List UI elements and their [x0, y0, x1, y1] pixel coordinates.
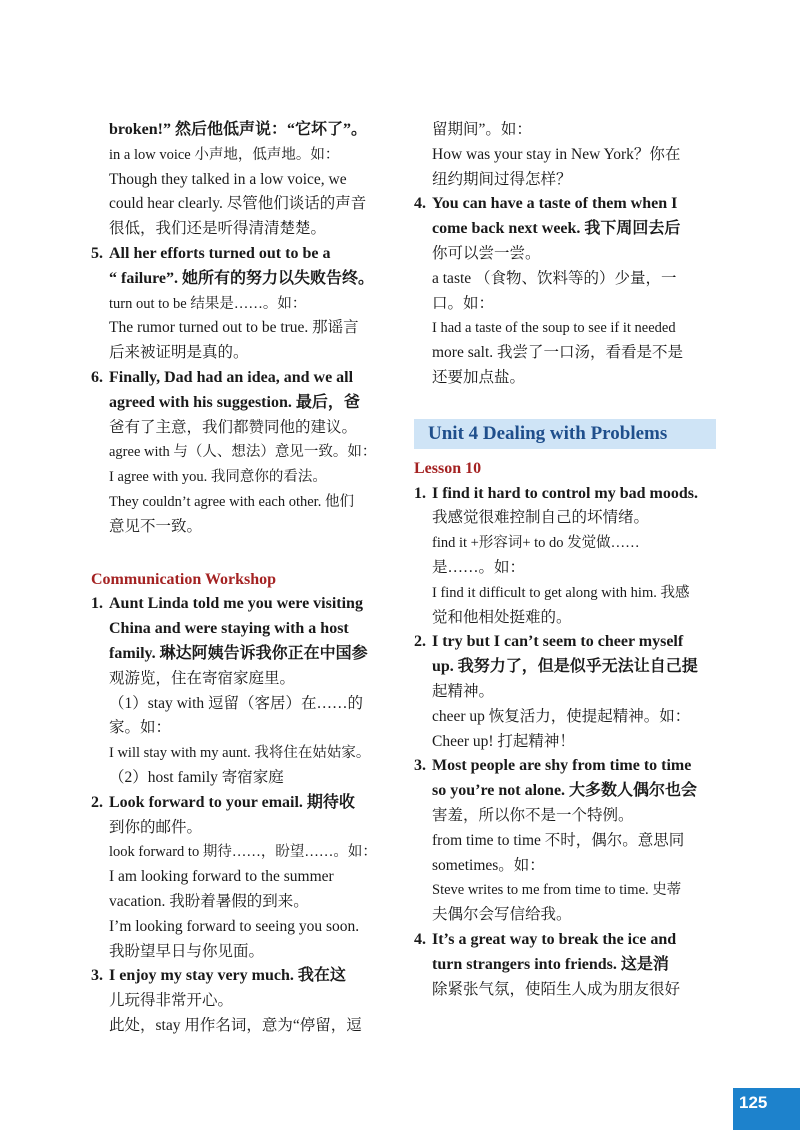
text-line: a taste （食物、饮料等的）少量，一 [432, 269, 677, 287]
note-item [91, 964, 401, 1038]
text-line: I find it difficult to get along with him. 我感 [432, 584, 690, 601]
item-number: 2. [414, 633, 426, 651]
item-number: 2. [91, 793, 103, 811]
text-line: （2）host family 寄宿家庭 [109, 768, 284, 786]
text-line: 爸有了主意，我们都赞同他的建议。 [109, 418, 358, 436]
left-continuation [109, 118, 401, 242]
text-line: 纽约期间过得怎样？ [432, 170, 572, 188]
item-number: 5. [91, 244, 103, 262]
right-items [414, 192, 722, 390]
text-line: I try but I can’t seem to cheer myself [432, 633, 684, 651]
note-item [414, 928, 722, 1002]
text-line: 除紧张气氛，使陌生人成为朋友很好 [432, 980, 681, 998]
lesson-heading: Lesson 10 [414, 459, 482, 477]
note-item [91, 791, 401, 965]
text-line: agree with 与（人、想法）意见一致。如： [109, 444, 377, 461]
text-line: Most people are shy from time to time [432, 757, 692, 775]
text-line: Aunt Linda told me you were visiting [109, 595, 363, 613]
item-number: 4. [414, 195, 426, 213]
text-line: turn strangers into friends. 这是消 [432, 955, 669, 973]
text-line: Finally, Dad had an idea, and we all [109, 368, 354, 386]
text-line: They couldn’t agree with each other. 他们 [109, 493, 354, 510]
note-item [414, 630, 722, 754]
text-line: 意见不一致。 [109, 517, 203, 535]
text-line: I will stay with my aunt. 我将住在姑姑家。 [109, 745, 371, 762]
text-line: It’s a great way to break the ice and [432, 930, 677, 948]
left-items-2 [91, 592, 401, 1038]
text-line: China and were staying with a host [109, 620, 349, 638]
item-number: 3. [91, 967, 103, 985]
text-line: （1）stay with 逗留（客居）在……的 [109, 694, 364, 712]
text-line: look forward to 期待……，盼望……。如： [109, 844, 377, 861]
text-line: 我盼望早日与你见面。 [109, 942, 265, 960]
text-line: sometimes。如： [432, 856, 545, 874]
text-line: 还要加点盐。 [432, 368, 526, 386]
text-line: 家。如： [109, 719, 172, 737]
text-line: in a low voice 小声地，低声地。如： [109, 146, 340, 163]
text-line: I had a taste of the soup to see if it needed [432, 320, 676, 337]
text-line: 到你的邮件。 [109, 818, 203, 836]
left-column [91, 118, 401, 1039]
item-body [432, 928, 722, 1002]
note-item [414, 482, 722, 631]
text-line: so you’re not alone. 大多数人偶尔也会 [432, 782, 698, 800]
text-line: family. 琳达阿姨告诉我你正在中国参 [109, 644, 368, 662]
text-line: Steve writes to me from time to time. 史蒂 [432, 882, 682, 899]
section-heading: Communication Workshop [91, 570, 277, 588]
text-line: could hear clearly. 尽管他们谈话的声音 [109, 195, 367, 213]
item-number: 4. [414, 930, 426, 948]
text-line: 口。如： [432, 294, 495, 312]
text-line: 夫偶尔会写信给我。 [432, 906, 572, 924]
text-line: from time to time 不时，偶尔。意思同 [432, 831, 685, 849]
text-line: 后来被证明是真的。 [109, 344, 249, 362]
item-body [432, 482, 722, 631]
text-line: 观游览，住在寄宿家庭里。 [109, 669, 296, 687]
text-line: broken!” 然后他低声说：“它坏了”。 [109, 121, 367, 138]
text-line: turn out to be 结果是……。如： [109, 295, 307, 312]
text-line: All her efforts turned out to be a [109, 244, 331, 262]
text-line: The rumor turned out to be true. 那谣言 [109, 319, 359, 337]
note-item [91, 242, 401, 366]
page-number: 125 [733, 1088, 800, 1130]
item-body [109, 964, 401, 1038]
text-line: You can have a taste of them when I [432, 195, 678, 213]
item-body [109, 592, 401, 790]
text-line: Look forward to your email. 期待收 [109, 793, 355, 811]
text-line: 很低，我们还是听得清清楚楚。 [109, 220, 327, 238]
left-items [91, 242, 401, 540]
right-continuation [432, 118, 722, 192]
text-line: “ failure”. 她所有的努力以失败告终。 [109, 269, 375, 287]
text-line: 此处，stay 用作名词，意为“停留，逗 [109, 1016, 362, 1034]
text-line: 觉和他相处挺难的。 [432, 608, 572, 626]
text-line: How was your stay in New York？你在 [432, 145, 681, 163]
item-body [109, 366, 401, 540]
text-line: agreed with his suggestion. 最后，爸 [109, 393, 360, 411]
note-item [91, 366, 401, 540]
text-line: 起精神。 [432, 682, 495, 700]
text-line: find it +形容词+ to do 发觉做…… [432, 535, 640, 552]
text-line: Cheer up! 打起精神！ [432, 732, 575, 750]
text-line: cheer up 恢复活力，使提起精神。如： [432, 707, 691, 725]
note-item [414, 192, 722, 390]
text-line: more salt. 我尝了一口汤，看看是不是 [432, 344, 683, 362]
text-line: 是……。如： [432, 558, 526, 576]
note-item [414, 754, 722, 928]
item-body [432, 630, 722, 754]
text-line: 害羞，所以你不是一个特例。 [432, 806, 634, 824]
text-line: Though they talked in a low voice, we [109, 170, 347, 188]
text-line: I enjoy my stay very much. 我在这 [109, 967, 346, 985]
text-line: come back next week. 我下周回去后 [432, 220, 681, 238]
item-number: 1. [91, 595, 103, 613]
item-number: 6. [91, 368, 103, 386]
item-body [432, 192, 722, 390]
text-line: I agree with you. 我同意你的看法。 [109, 469, 327, 486]
note-item [91, 592, 401, 790]
text-line: 留期间”。如： [432, 121, 532, 138]
item-number: 3. [414, 757, 426, 775]
text-line: 你可以尝一尝。 [432, 244, 541, 262]
text-line: up. 我努力了，但是似乎无法让自己提 [432, 658, 698, 676]
text-line: I find it hard to control my bad moods. [432, 484, 698, 502]
text-line: vacation. 我盼着暑假的到来。 [109, 892, 309, 910]
item-body [109, 242, 401, 366]
text-line: I’m looking forward to seeing you soon. [109, 917, 360, 935]
unit-banner: Unit 4 Dealing with Problems [414, 419, 716, 449]
text-line: 我感觉很难控制自己的坏情绪。 [432, 509, 650, 527]
right-column [414, 118, 722, 1002]
text-line: I am looking forward to the summer [109, 868, 334, 886]
right-items-2 [414, 482, 722, 1003]
text-line: 儿玩得非常开心。 [109, 992, 234, 1010]
item-body [432, 754, 722, 928]
item-body [109, 791, 401, 965]
item-number: 1. [414, 484, 426, 502]
